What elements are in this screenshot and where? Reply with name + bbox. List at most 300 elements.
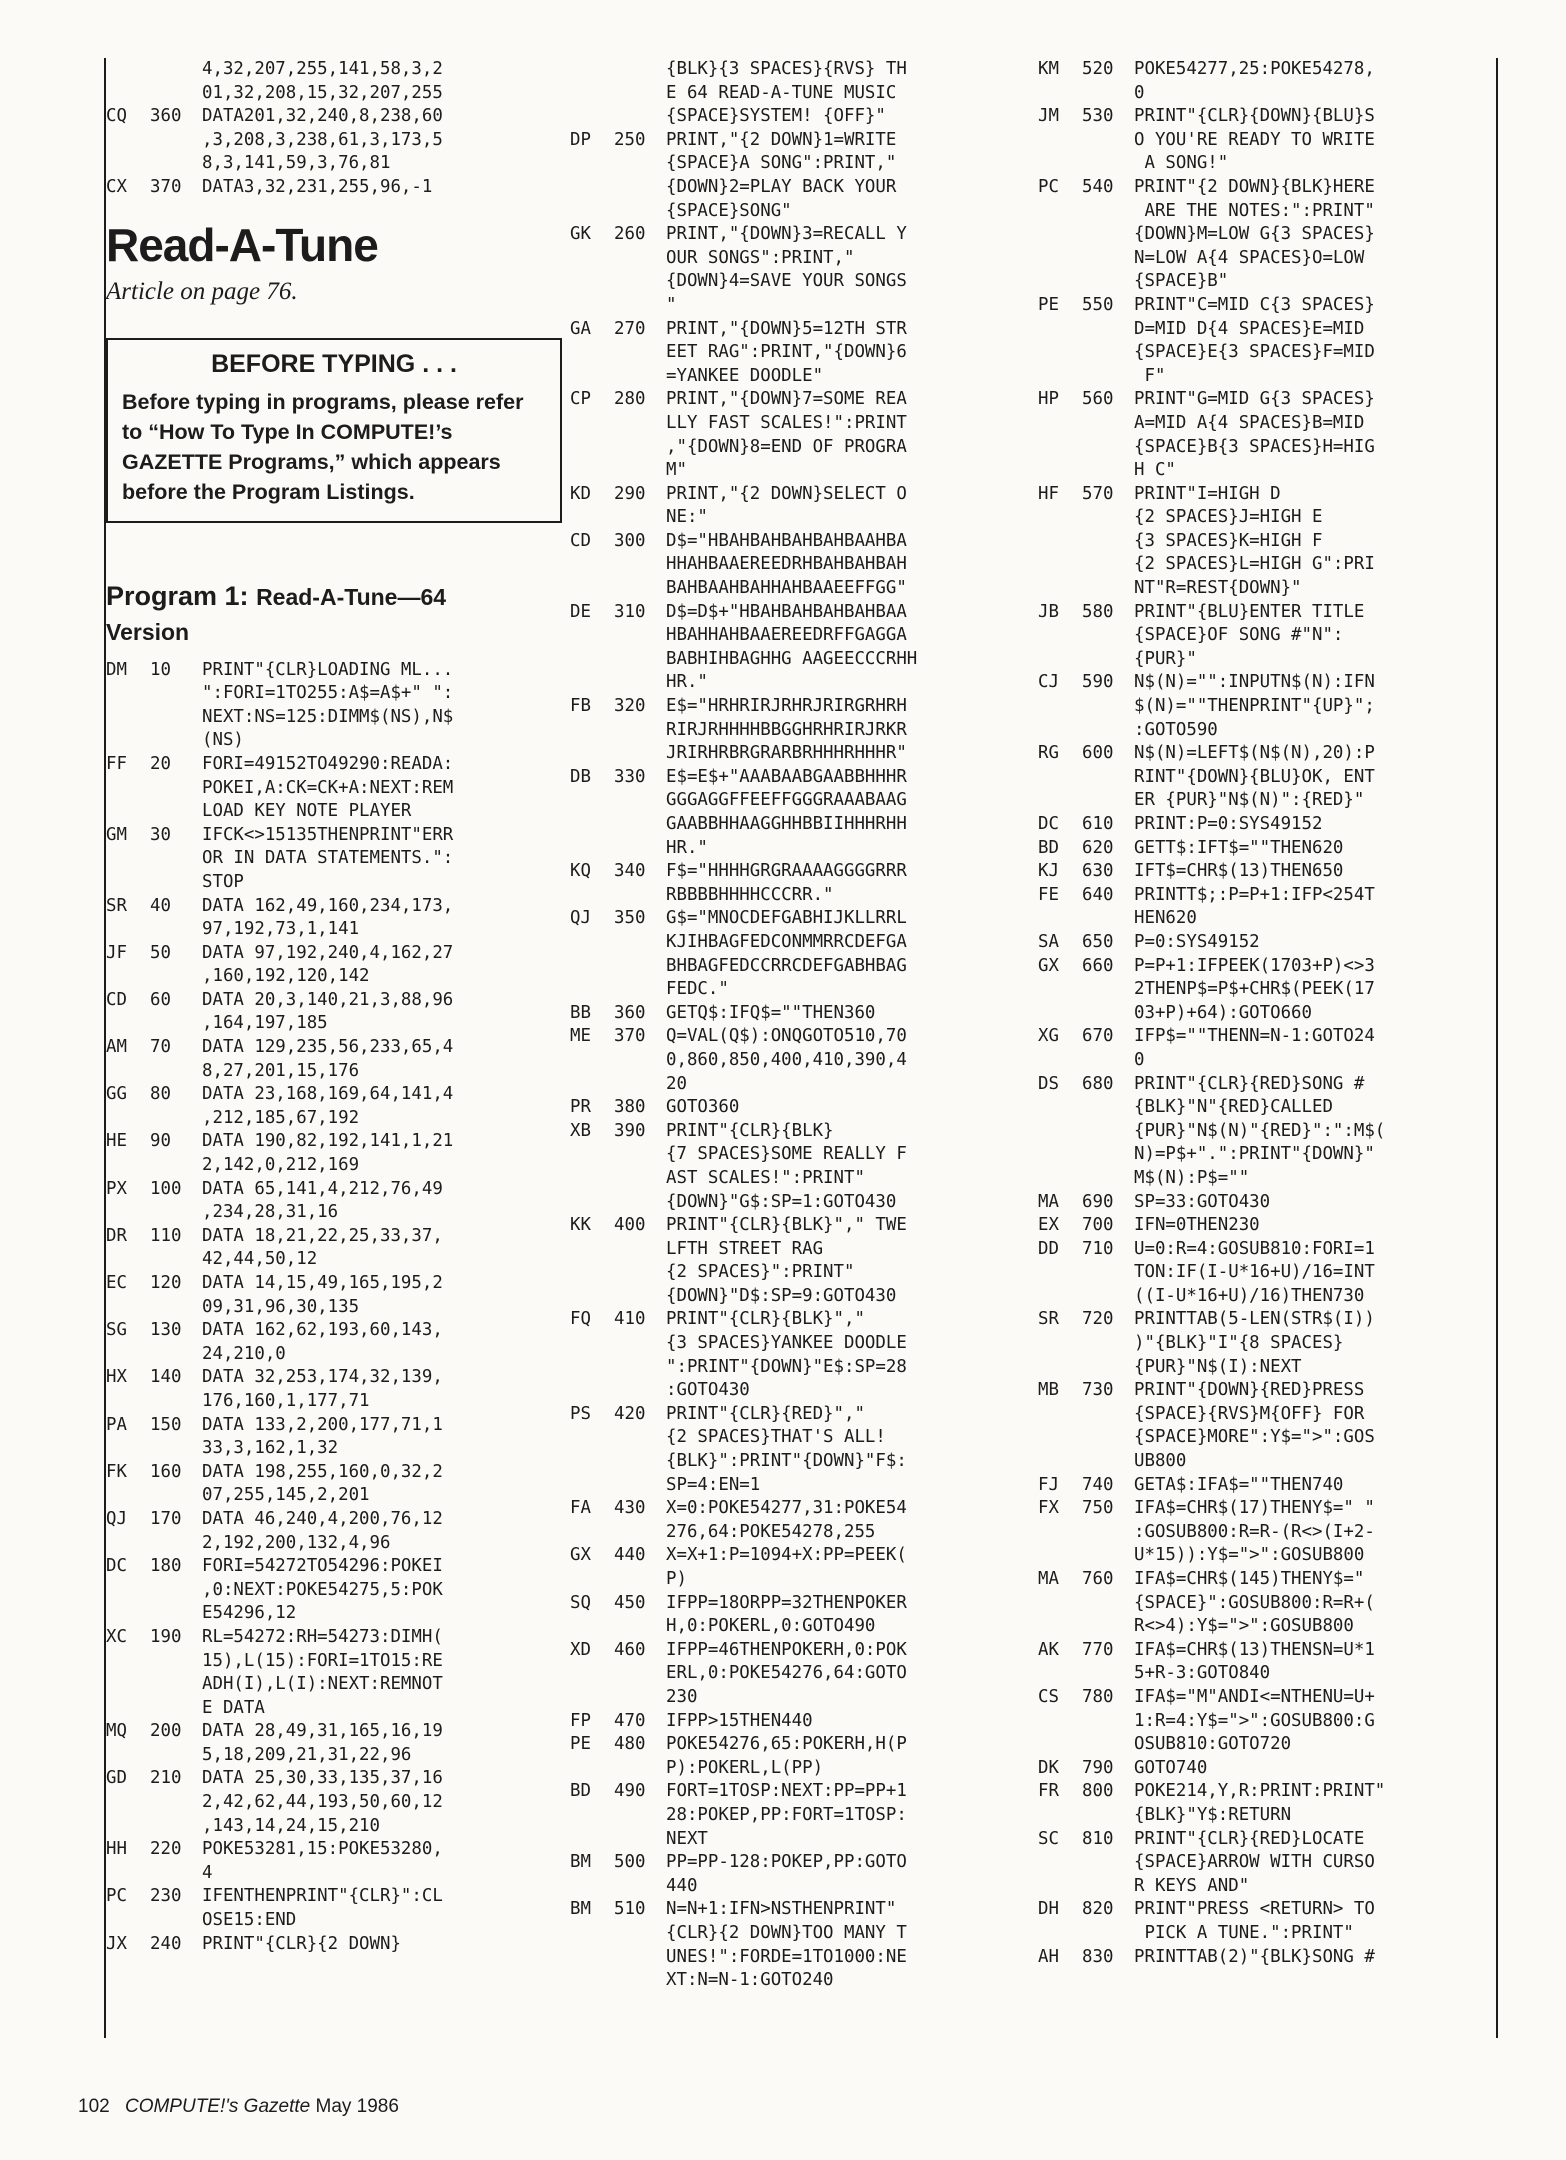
code-line xyxy=(1038,1733,1488,1757)
checksum xyxy=(570,58,614,82)
code-line xyxy=(1038,789,1488,813)
code-line xyxy=(106,1107,546,1131)
line-number xyxy=(150,1201,202,1225)
checksum xyxy=(570,1379,614,1403)
code-text: IFA$="M"ANDI<=NTHENU=U+ xyxy=(1134,1686,1375,1707)
checksum: PE xyxy=(570,1734,591,1755)
code-text: PRINT,"{DOWN}3=RECALL Y xyxy=(666,224,907,245)
code-line xyxy=(570,341,1010,365)
checksum: GG xyxy=(106,1084,127,1105)
line-number: 310 xyxy=(614,601,646,622)
code-line xyxy=(1038,1804,1488,1828)
checksum: DK xyxy=(1038,1757,1059,1778)
column-1 xyxy=(106,58,546,1956)
line-number xyxy=(1082,82,1134,106)
line-number xyxy=(614,1615,666,1639)
code-text: {SPACE}OF SONG #"N": xyxy=(1134,625,1344,646)
line-number xyxy=(150,1248,202,1272)
line-number: 600 xyxy=(1082,743,1114,764)
code-line xyxy=(570,1426,1010,1450)
code-line xyxy=(106,1296,546,1320)
checksum: KK xyxy=(570,1215,591,1236)
checksum xyxy=(1038,577,1082,601)
checksum xyxy=(106,729,150,753)
code-line xyxy=(106,1650,546,1674)
code-line xyxy=(106,1012,546,1036)
checksum: FE xyxy=(1038,884,1059,905)
code-line xyxy=(1038,648,1488,672)
code-line xyxy=(570,1969,1010,1993)
checksum xyxy=(570,1662,614,1686)
line-number: 830 xyxy=(1082,1946,1114,1967)
code-text: PRINTTAB(5-LEN(STR$(I)) xyxy=(1134,1309,1375,1330)
line-number xyxy=(614,1450,666,1474)
checksum: GX xyxy=(1038,955,1059,976)
code-line xyxy=(106,1791,546,1815)
line-number xyxy=(150,1650,202,1674)
line-number xyxy=(1082,1167,1134,1191)
checksum: CJ xyxy=(1038,672,1059,693)
code-line xyxy=(570,1450,1010,1474)
line-number xyxy=(150,1697,202,1721)
code-text: GGGAGGFFEEFFGGGRAAABAAG xyxy=(666,790,907,811)
code-line xyxy=(1038,82,1488,106)
code-line xyxy=(106,1508,546,1532)
code-line xyxy=(570,553,1010,577)
line-number: 360 xyxy=(614,1002,646,1023)
line-number xyxy=(614,1922,666,1946)
line-number xyxy=(150,58,202,82)
checksum xyxy=(106,1673,150,1697)
code-line xyxy=(1038,884,1488,908)
checksum xyxy=(106,1012,150,1036)
code-text: POKE54276,65:POKERH,H(P xyxy=(666,1734,907,1755)
code-text: A SONG!" xyxy=(1134,153,1229,174)
line-number xyxy=(614,247,666,271)
line-number: 650 xyxy=(1082,931,1114,952)
code-text: BABHIHBAGHHG AAGEECCCRHH xyxy=(666,648,918,669)
code-text: PRINT"{BLU}ENTER TITLE xyxy=(1134,601,1365,622)
checksum xyxy=(1038,1167,1082,1191)
line-number xyxy=(1082,129,1134,153)
code-line xyxy=(106,129,546,153)
checksum xyxy=(106,1602,150,1626)
line-number: 250 xyxy=(614,129,646,150)
checksum xyxy=(570,1261,614,1285)
code-line xyxy=(570,82,1010,106)
code-line xyxy=(570,247,1010,271)
code-text: HEN620 xyxy=(1134,908,1197,929)
line-number xyxy=(614,506,666,530)
code-line xyxy=(1038,1073,1488,1097)
checksum: QJ xyxy=(570,908,591,929)
line-number xyxy=(150,706,202,730)
code-line xyxy=(570,624,1010,648)
code-line xyxy=(106,1083,546,1107)
code-line xyxy=(106,895,546,919)
line-number xyxy=(614,58,666,82)
code-line xyxy=(570,577,1010,601)
code-text: 5+R-3:GOTO840 xyxy=(1134,1663,1271,1684)
code-text: FORT=1TOSP:NEXT:PP=PP+1 xyxy=(666,1781,907,1802)
line-number xyxy=(150,1437,202,1461)
code-text: LLY FAST SCALES!":PRINT xyxy=(666,412,907,433)
code-line xyxy=(106,1933,546,1957)
checksum xyxy=(1038,1120,1082,1144)
code-line xyxy=(570,1497,1010,1521)
line-number: 90 xyxy=(150,1131,171,1152)
code-line xyxy=(106,1366,546,1390)
line-number: 300 xyxy=(614,530,646,551)
code-text: KJIHBAGFEDCONMMRRCDEFGA xyxy=(666,931,907,952)
line-number xyxy=(1082,436,1134,460)
code-text: PRINT,"{DOWN}7=SOME REA xyxy=(666,389,907,410)
line-number: 420 xyxy=(614,1403,646,1424)
checksum xyxy=(106,1154,150,1178)
line-number: 690 xyxy=(1082,1191,1114,1212)
code-line xyxy=(106,1154,546,1178)
code-text: PRINT"PRESS <RETURN> TO xyxy=(1134,1899,1375,1920)
code-text: NEXT:NS=125:DIMM$(NS),N$ xyxy=(202,706,454,727)
code-line xyxy=(1038,1450,1488,1474)
code-line xyxy=(106,871,546,895)
checksum: DE xyxy=(570,601,591,622)
code-line xyxy=(106,942,546,966)
checksum xyxy=(570,1332,614,1356)
code-line xyxy=(1038,1403,1488,1427)
line-number: 350 xyxy=(614,908,646,929)
line-number: 60 xyxy=(150,989,171,1010)
checksum xyxy=(1038,1002,1082,1026)
checksum xyxy=(106,1697,150,1721)
line-number: 560 xyxy=(1082,389,1114,410)
code-line xyxy=(1038,506,1488,530)
code-line xyxy=(1038,1379,1488,1403)
code-text: FORI=49152TO49290:READA: xyxy=(202,753,454,774)
code-text: {BLK}":PRINT"{DOWN}"F$: xyxy=(666,1451,907,1472)
code-line xyxy=(1038,1922,1488,1946)
line-number: 140 xyxy=(150,1367,182,1388)
code-line xyxy=(1038,742,1488,766)
code-text: PICK A TUNE.":PRINT" xyxy=(1134,1922,1354,1943)
line-number xyxy=(614,1521,666,1545)
checksum: XB xyxy=(570,1120,591,1141)
code-line xyxy=(1038,671,1488,695)
code-text: IFA$=CHR$(17)THENY$=" " xyxy=(1134,1498,1375,1519)
checksum xyxy=(570,365,614,389)
line-number xyxy=(150,1012,202,1036)
checksum xyxy=(106,1296,150,1320)
code-line xyxy=(106,1484,546,1508)
checksum xyxy=(1038,412,1082,436)
code-text: GAABBHHAAGGHHBBIIHHHRHH xyxy=(666,814,907,834)
code-line xyxy=(1038,318,1488,342)
checksum xyxy=(1038,365,1082,389)
code-text: {BLK}"N"{RED}CALLED xyxy=(1134,1097,1333,1118)
code-text: 2,142,0,212,169 xyxy=(202,1155,360,1176)
checksum xyxy=(570,1686,614,1710)
code-text: (NS) xyxy=(202,730,244,751)
code-text: 0 xyxy=(1134,1049,1145,1070)
checksum xyxy=(570,1946,614,1970)
code-text: 33,3,162,1,32 xyxy=(202,1438,339,1459)
line-number: 390 xyxy=(614,1120,646,1141)
code-line xyxy=(570,1167,1010,1191)
code-line xyxy=(570,129,1010,153)
line-number: 550 xyxy=(1082,294,1114,315)
checksum xyxy=(1038,695,1082,719)
code-line xyxy=(106,58,546,82)
code-line xyxy=(106,82,546,106)
code-text: 8,3,141,59,3,76,81 xyxy=(202,153,391,174)
code-line xyxy=(106,729,546,753)
code-line xyxy=(1038,813,1488,837)
program-version: Version xyxy=(106,618,190,645)
checksum: PC xyxy=(106,1886,127,1907)
code-text: G$="MNOCDEFGABHIJKLLRRL xyxy=(666,908,907,929)
line-number: 130 xyxy=(150,1320,182,1341)
checksum: SA xyxy=(1038,931,1059,952)
code-text: OUR SONGS":PRINT," xyxy=(666,247,855,268)
code-text: M" xyxy=(666,460,687,481)
code-line xyxy=(570,1710,1010,1734)
checksum xyxy=(570,1474,614,1498)
code-line xyxy=(1038,412,1488,436)
line-number xyxy=(614,459,666,483)
checksum: PX xyxy=(106,1178,127,1199)
line-number: 700 xyxy=(1082,1215,1114,1236)
code-text: N=N+1:IFN>NSTHENPRINT" xyxy=(666,1899,897,1920)
code-text: {DOWN}4=SAVE YOUR SONGS xyxy=(666,271,907,292)
line-number xyxy=(1082,1804,1134,1828)
code-line xyxy=(570,978,1010,1002)
checksum xyxy=(570,1615,614,1639)
checksum xyxy=(1038,1662,1082,1686)
code-text: PRINT"{CLR}{BLK} xyxy=(666,1120,834,1141)
publication-name: COMPUTE!'s Gazette xyxy=(124,2096,311,2117)
line-number: 670 xyxy=(1082,1026,1114,1047)
line-number xyxy=(614,1261,666,1285)
code-line xyxy=(1038,1946,1488,1970)
line-number xyxy=(1082,247,1134,271)
checksum: KD xyxy=(570,483,591,504)
checksum xyxy=(1038,459,1082,483)
checksum: FA xyxy=(570,1498,591,1519)
line-number: 620 xyxy=(1082,837,1114,858)
code-text: HBAHHAHBAAEREEDRFFGAGGA xyxy=(666,625,907,646)
code-line xyxy=(1038,1592,1488,1616)
code-text: :GOTO590 xyxy=(1134,719,1218,740)
line-number: 710 xyxy=(1082,1238,1114,1259)
code-text: IFA$=CHR$(145)THENY$=" xyxy=(1134,1569,1365,1589)
code-line xyxy=(570,1875,1010,1899)
checksum xyxy=(106,1484,150,1508)
code-line xyxy=(1038,223,1488,247)
line-number: 610 xyxy=(1082,814,1114,834)
code-text: 0,860,850,400,410,390,4 xyxy=(666,1049,907,1070)
code-text: 176,160,1,177,71 xyxy=(202,1390,370,1411)
code-line xyxy=(106,847,546,871)
code-line xyxy=(570,860,1010,884)
code-text: U=0:R=4:GOSUB810:FORI=1 xyxy=(1134,1238,1375,1259)
code-line xyxy=(1038,1261,1488,1285)
checksum xyxy=(570,978,614,1002)
checksum xyxy=(106,152,150,176)
checksum: DS xyxy=(1038,1073,1059,1094)
checksum xyxy=(570,624,614,648)
code-line xyxy=(570,1096,1010,1120)
checksum xyxy=(570,1073,614,1097)
checksum xyxy=(106,1343,150,1367)
code-line xyxy=(570,1025,1010,1049)
code-line xyxy=(1038,1332,1488,1356)
code-line xyxy=(1038,58,1488,82)
line-number xyxy=(1082,1450,1134,1474)
code-text: PRINT"{CLR}{RED}LOCATE xyxy=(1134,1828,1365,1849)
line-number xyxy=(150,965,202,989)
code-text: DATA3,32,231,255,96,-1 xyxy=(202,176,433,197)
article-title: Read-A-Tune xyxy=(106,218,378,271)
code-line xyxy=(106,1744,546,1768)
code-line xyxy=(570,105,1010,129)
code-text: {BLK}{3 SPACES}{RVS} TH xyxy=(666,59,907,79)
code-line xyxy=(570,695,1010,719)
checksum xyxy=(570,813,614,837)
code-line xyxy=(1038,176,1488,200)
line-number: 190 xyxy=(150,1626,182,1647)
line-number: 40 xyxy=(150,895,171,916)
code-line xyxy=(1038,294,1488,318)
code-line xyxy=(1038,1615,1488,1639)
checksum: FJ xyxy=(1038,1474,1059,1495)
checksum xyxy=(570,506,614,530)
checksum xyxy=(1038,1403,1082,1427)
checksum: MB xyxy=(1038,1380,1059,1401)
line-number xyxy=(1082,1356,1134,1380)
code-line xyxy=(1038,365,1488,389)
line-number xyxy=(614,1804,666,1828)
code-text: ":FORI=1TO255:A$=A$+" ": xyxy=(202,683,454,704)
line-number: 150 xyxy=(150,1414,182,1435)
checksum xyxy=(106,871,150,895)
code-line xyxy=(570,742,1010,766)
code-line xyxy=(570,365,1010,389)
line-number xyxy=(1082,1544,1134,1568)
checksum xyxy=(1038,1804,1082,1828)
checksum xyxy=(570,1875,614,1899)
code-line xyxy=(1038,1757,1488,1781)
code-text: DATA 14,15,49,165,195,2 xyxy=(202,1273,443,1293)
line-number xyxy=(150,1862,202,1886)
line-number xyxy=(614,1662,666,1686)
code-text: ,143,14,24,15,210 xyxy=(202,1815,380,1836)
line-number: 770 xyxy=(1082,1639,1114,1660)
checksum: GA xyxy=(570,318,591,339)
line-number xyxy=(614,341,666,365)
code-line xyxy=(570,223,1010,247)
code-line xyxy=(570,813,1010,837)
code-text: 42,44,50,12 xyxy=(202,1249,318,1270)
line-number xyxy=(150,1909,202,1933)
listing-continuation xyxy=(106,58,546,200)
checksum: EC xyxy=(106,1273,127,1293)
code-line xyxy=(570,506,1010,530)
code-text: DATA 162,49,160,234,173, xyxy=(202,895,454,916)
code-line xyxy=(106,1838,546,1862)
code-line xyxy=(570,483,1010,507)
code-text: BAHBAAHBAHHAHBAAEEFFGG" xyxy=(666,578,907,599)
line-number xyxy=(1082,412,1134,436)
code-line xyxy=(570,176,1010,200)
checksum xyxy=(570,789,614,813)
code-text: NEXT xyxy=(666,1828,708,1849)
line-number: 750 xyxy=(1082,1498,1114,1519)
line-number: 120 xyxy=(150,1273,182,1293)
code-text: DATA 133,2,200,177,71,1 xyxy=(202,1414,443,1435)
code-text: 01,32,208,15,32,207,255 xyxy=(202,82,443,103)
code-text: 2,192,200,132,4,96 xyxy=(202,1532,391,1553)
line-number xyxy=(150,1390,202,1414)
code-text: IFP$=""THENN=N-1:GOTO24 xyxy=(1134,1026,1375,1047)
line-number xyxy=(614,719,666,743)
code-text: {2 SPACES}":PRINT" xyxy=(666,1262,855,1283)
code-line xyxy=(1038,907,1488,931)
code-text: ,0:NEXT:POKE54275,5:POK xyxy=(202,1579,443,1600)
line-number xyxy=(614,294,666,318)
code-text: IFT$=CHR$(13)THEN650 xyxy=(1134,861,1344,882)
code-text: PRINT,"{2 DOWN}SELECT O xyxy=(666,483,907,504)
code-text: 20 xyxy=(666,1073,687,1094)
checksum xyxy=(570,1969,614,1993)
line-number xyxy=(614,837,666,861)
code-line xyxy=(570,1332,1010,1356)
checksum xyxy=(1038,624,1082,648)
line-number: 380 xyxy=(614,1097,646,1118)
checksum xyxy=(106,1579,150,1603)
code-text: GETT$:IFT$=""THEN620 xyxy=(1134,837,1344,858)
code-text: U*15)):Y$=">":GOSUB800 xyxy=(1134,1545,1365,1566)
line-number xyxy=(150,1532,202,1556)
line-number: 160 xyxy=(150,1461,182,1482)
line-number: 640 xyxy=(1082,884,1114,905)
code-text: POKEI,A:CK=CK+A:NEXT:REM xyxy=(202,777,454,798)
code-text: IFPP=46THENPOKERH,0:POK xyxy=(666,1639,907,1660)
line-number xyxy=(1082,1922,1134,1946)
code-text: SP=4:EN=1 xyxy=(666,1474,761,1495)
line-number: 470 xyxy=(614,1710,646,1731)
checksum: EX xyxy=(1038,1215,1059,1236)
code-text: $(N)=""THENPRINT"{UP}"; xyxy=(1134,696,1375,717)
line-number: 100 xyxy=(150,1178,182,1199)
checksum xyxy=(106,1909,150,1933)
line-number xyxy=(614,1332,666,1356)
checksum: PA xyxy=(106,1414,127,1435)
checksum xyxy=(106,82,150,106)
line-number xyxy=(1082,223,1134,247)
code-text: DATA201,32,240,8,238,60 xyxy=(202,106,443,127)
code-text: ARE THE NOTES:":PRINT" xyxy=(1134,200,1375,221)
code-text: ,234,28,31,16 xyxy=(202,1202,339,1223)
line-number: 480 xyxy=(614,1734,646,1755)
checksum xyxy=(1038,200,1082,224)
checksum xyxy=(570,1167,614,1191)
code-text: ADH(I),L(I):NEXT:REMNOT xyxy=(202,1674,443,1695)
code-text: 28:POKEP,PP:FORT=1TOSP: xyxy=(666,1804,907,1825)
checksum xyxy=(570,152,614,176)
code-text: IFPP=18ORPP=32THENPOKER xyxy=(666,1592,907,1613)
checksum xyxy=(570,837,614,861)
code-line xyxy=(570,318,1010,342)
